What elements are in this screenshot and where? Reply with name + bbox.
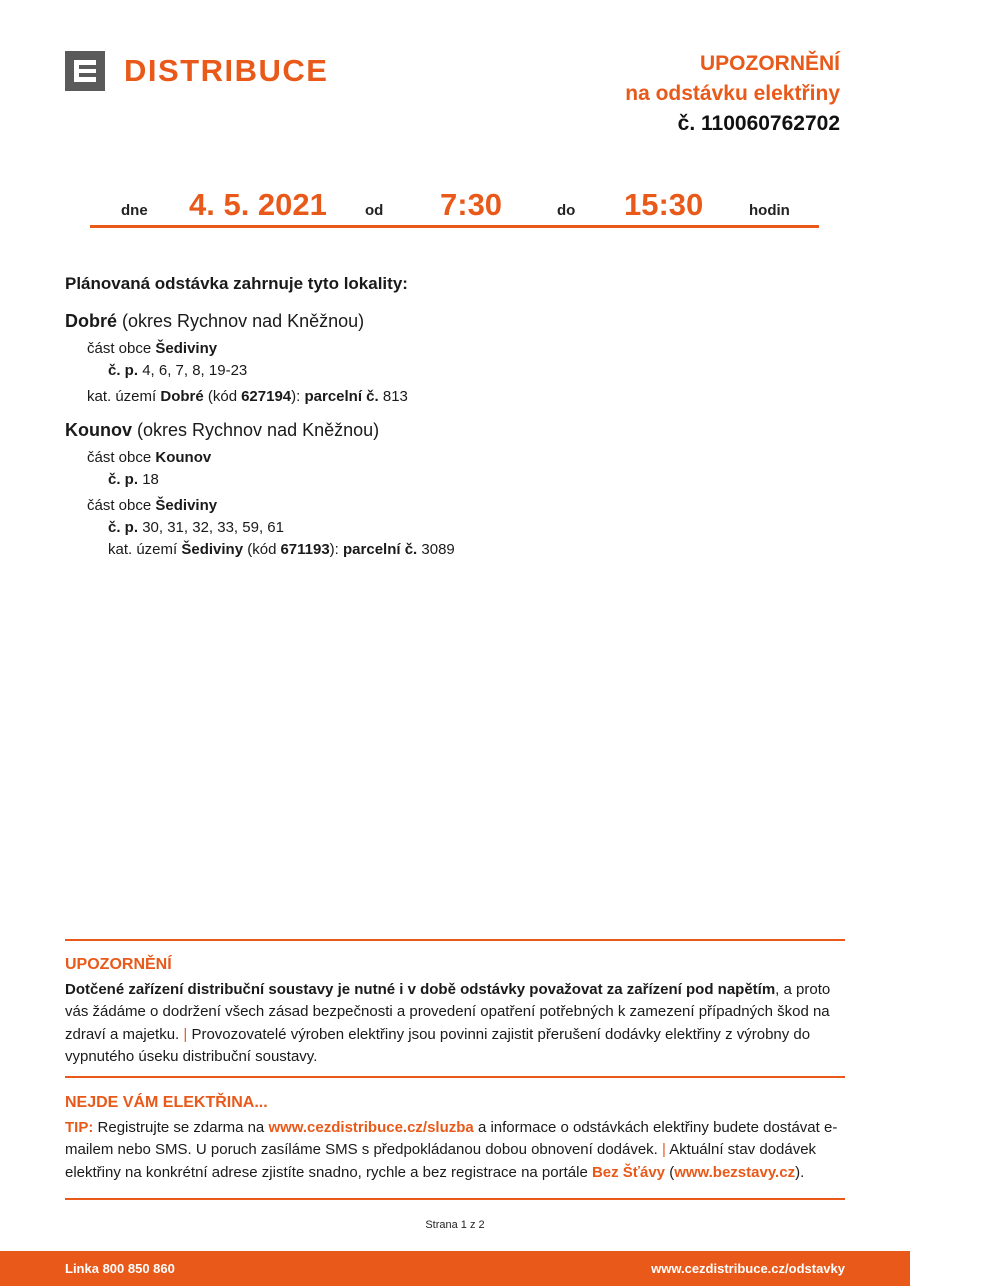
part-label: část obce [87,340,152,357]
brand-logo [65,51,328,91]
separator: | [662,1141,666,1158]
tip-text3: Aktuální stav dodávek elektřiny na konkrétní adrese zjistíte snadno, rychle a bez registrace na portále [65,1141,817,1181]
footer-bar [0,1251,910,1286]
cp-label: č. p. [108,471,139,488]
no-electricity-title: NEJDE VÁM ELEKTŘINA... [65,1094,268,1111]
kat-name: Dobré [160,388,204,405]
tip-text2: a informace o odstávkách elektřiny budete dostávat e-mailem nebo SMS. U poruch zasíláme SMS s předpokládanou dobou obnovení dodávek. [65,1118,838,1158]
od-label: od [365,202,384,219]
kat-name: Šediviny [181,541,244,558]
tip-text1: Registrujte se zdarma na [97,1118,265,1136]
do-label: do [557,202,576,219]
warning-text [65,979,855,1069]
cp-label: č. p. [108,519,139,536]
parcel-value: 813 [382,388,408,405]
warning-text2: Provozovatelé výroben elektřiny jsou povinni zajistit přerušení dodávky elektřiny z výrobny do vypnutého úseku distribuční soustavy. [65,1025,811,1065]
part-label: část obce [87,449,152,466]
portal-name: Bez Šťávy [591,1163,666,1181]
kod-value: 671193 [280,541,330,558]
hodin-label: hodin [749,202,790,219]
divider [65,1198,845,1200]
municipality-name: Dobré [65,311,118,331]
parcel-label: parcelní č. [343,541,418,558]
municipality-district: (okres Rychnov nad Kněžnou) [122,311,365,331]
brand-name: DISTRIBUCE [124,53,329,88]
header-title: UPOZORNĚNÍ [699,52,840,75]
no-electricity-text [65,1117,855,1185]
kat-line [65,386,865,408]
warning-notice [65,954,855,1069]
cp-line [65,360,865,382]
kat-label: kat. území [87,388,157,405]
part-line [65,338,865,360]
part-name: Kounov [155,449,212,466]
header-subtitle: na odstávku elektřiny [625,82,840,105]
warning-text1: , a proto vás žádáme o dodržení všech zásad bezpečnosti a provedení opatření potřebných k zamezení případných škod na zdraví a majetku. [65,980,831,1043]
cp-line [65,517,865,539]
kat-label: kat. území [108,541,178,558]
page-number: Strana 1 z 2 [425,1219,485,1231]
municipality-kounov [65,420,865,441]
kod-close: ): [291,388,301,405]
cez-logo-shape [65,51,105,91]
cez-logo-icon [65,51,105,91]
kod-value: 627194 [241,388,292,405]
municipality-district: (okres Rychnov nad Kněžnou) [137,420,380,440]
cp-values: 30, 31, 32, 33, 59, 61 [142,519,284,536]
divider [65,939,845,941]
parcel-value: 3089 [421,541,455,558]
municipality-dobre [65,311,865,332]
outage-from: 7:30 [440,187,503,222]
dne-label: dne [121,202,148,219]
municipality-name: Kounov [65,420,132,440]
outage-to: 15:30 [624,187,704,222]
localities-title: Plánovaná odstávka zahrnuje tyto lokality: [65,274,408,293]
kod-open: (kód [207,388,238,405]
cp-values: 18 [142,471,159,488]
part-name: Šediviny [155,340,218,357]
parcel-label: parcelní č. [304,388,379,405]
cp-line [65,469,865,491]
part-line [65,495,865,517]
warning-bold: Dotčené zařízení distribuční soustavy je nutné i v době odstávky považovat za zařízení pod napětím [65,980,776,998]
part-line [65,447,865,469]
part-label: část obce [87,497,152,514]
no-electricity-notice [65,1092,855,1184]
header-number: č. 110060762702 [677,112,840,135]
bezstavy-link[interactable]: www.bezstavy.cz [674,1163,796,1181]
localities-section [65,274,865,561]
hotline: Linka 800 850 860 [65,1261,175,1276]
divider [65,1076,845,1078]
warning-title: UPOZORNĚNÍ [65,956,172,973]
tip-label: TIP: [65,1118,94,1136]
service-link[interactable]: www.cezdistribuce.cz/sluzba [268,1118,474,1136]
cp-values: 4, 6, 7, 8, 19-23 [142,362,248,379]
kod-close: ): [329,541,339,558]
kat-line [65,539,865,561]
part-name: Šediviny [155,497,218,514]
kod-open: (kód [247,541,277,558]
notice-header [625,49,840,139]
cp-label: č. p. [108,362,139,379]
separator: | [183,1025,188,1043]
outage-dateline [90,185,819,228]
paren-close: ). [795,1163,805,1181]
outage-date: 4. 5. 2021 [189,187,327,222]
paren-open: ( [669,1163,675,1181]
outages-link[interactable]: www.cezdistribuce.cz/odstavky [651,1261,845,1276]
